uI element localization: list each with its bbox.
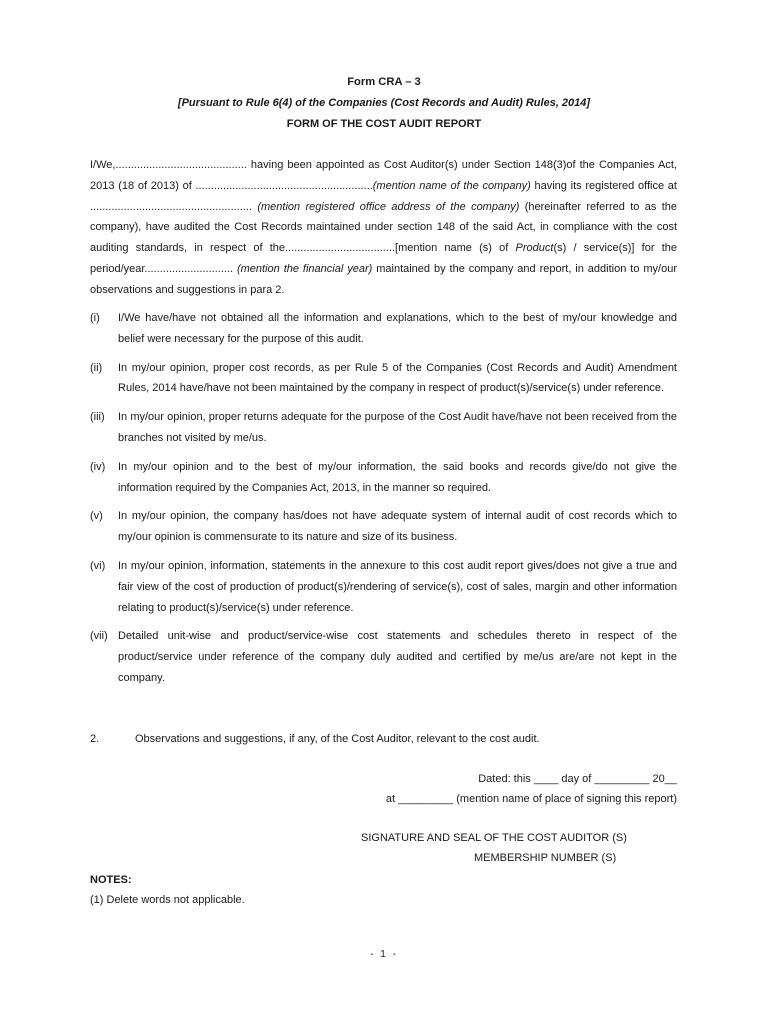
clause-text: Detailed unit-wise and product/service-wise cost statements and schedules thereto in respect of the product/service under reference of the company duly audited and certified by me/us are/are not kept in the company.	[118, 630, 677, 684]
clause-number: (ii)	[90, 361, 103, 374]
clause-number: (i)	[90, 312, 100, 324]
form-name: FORM OF THE COST AUDIT REPORT	[286, 118, 482, 130]
clause-text: In my/our opinion, proper returns adequate for the purpose of the Cost Audit have/have not been received from the branches not visited by me/us.	[118, 411, 677, 444]
clause-item	[90, 308, 677, 350]
clause-number: (iii)	[90, 411, 105, 424]
clause-text: In my/our opinion, information, statements in the annexure to this cost audit report gives/does not give a true and fair view of the cost of production of product(s)/rendering of service(s), cost of sales, margin and other information relating to product(s)/service(s) under reference.	[118, 559, 677, 614]
intro-italic-4: (mention the financial year)	[236, 262, 373, 275]
notes-heading: NOTES:	[90, 874, 132, 886]
intro-text-3: (hereinafter referred to as the company), have audited the Cost Records maintained under section 148 of the said Act, in compliance with the cost auditing standards, in respect of the....................................[mention name (s) of	[90, 200, 677, 255]
intro-paragraph	[90, 155, 677, 301]
membership-label: MEMBERSHIP NUMBER (S)	[474, 852, 617, 864]
intro-italic-3: Product	[515, 242, 554, 255]
clause-number: (vii)	[90, 630, 108, 643]
paragraph-2	[90, 729, 677, 749]
paragraph-text: Observations and suggestions, if any, of the Cost Auditor, relevant to the cost audit.	[135, 733, 540, 745]
intro-text-2: having its registered office at .....................................................	[90, 179, 677, 213]
clause-item	[90, 358, 677, 400]
note-item: (1) Delete words not applicable.	[90, 894, 245, 906]
intro-text-4: (s) / service(s)] for the period/year.............................	[90, 242, 677, 275]
clause-list	[90, 308, 677, 697]
page-number: - 1 -	[370, 949, 398, 960]
clause-text: I/We have/have not obtained all the information and explanations, which to the best of my/our knowledge and belief were necessary for the purpose of this audit.	[118, 312, 677, 345]
intro-italic-2: (mention registered office address of the company)	[257, 200, 520, 213]
clause-item	[90, 506, 677, 548]
dated-line: Dated: this ____ day of _________ 20__	[478, 773, 677, 785]
place-line: at _________ (mention name of place of signing this report)	[385, 793, 677, 805]
clause-number: (vi)	[90, 559, 106, 572]
paragraph-number: 2.	[90, 733, 100, 745]
intro-text-5: maintained by the company and report, in addition to my/our observations and suggestions in para 2.	[90, 262, 677, 296]
clause-number: (iv)	[90, 460, 106, 473]
intro-text-1: I/We,........................................... having been appointed as Cost Auditor(s) under Section 148(3)of the Companies Act, 2013 (18 of 2013) of ..........................................................	[90, 159, 677, 192]
clause-item	[90, 626, 677, 688]
clause-number: (v)	[90, 510, 103, 523]
clause-item	[90, 457, 677, 499]
clause-text: In my/our opinion, proper cost records, as per Rule 5 of the Companies (Cost Records and Audit) Amendment Rules, 2014 have/have not been maintained by the company in respect of product(s)/service(s) under reference.	[118, 361, 677, 395]
intro-italic-1: (mention name of the company)	[372, 179, 531, 192]
clause-item	[90, 407, 677, 449]
clause-text: In my/our opinion and to the best of my/our information, the said books and records give/do not give the information required by the Companies Act, 2013, in the manner so required.	[118, 460, 677, 494]
clause-item	[90, 556, 677, 618]
form-subtitle: [Pursuant to Rule 6(4) of the Companies (Cost Records and Audit) Rules, 2014]	[177, 97, 591, 109]
form-title: Form CRA – 3	[347, 76, 421, 88]
clause-text: In my/our opinion, the company has/does not have adequate system of internal audit of cost records which to my/our opinion is commensurate to its nature and size of its business.	[118, 510, 677, 544]
signature-label: SIGNATURE AND SEAL OF THE COST AUDITOR (S)	[361, 832, 627, 844]
